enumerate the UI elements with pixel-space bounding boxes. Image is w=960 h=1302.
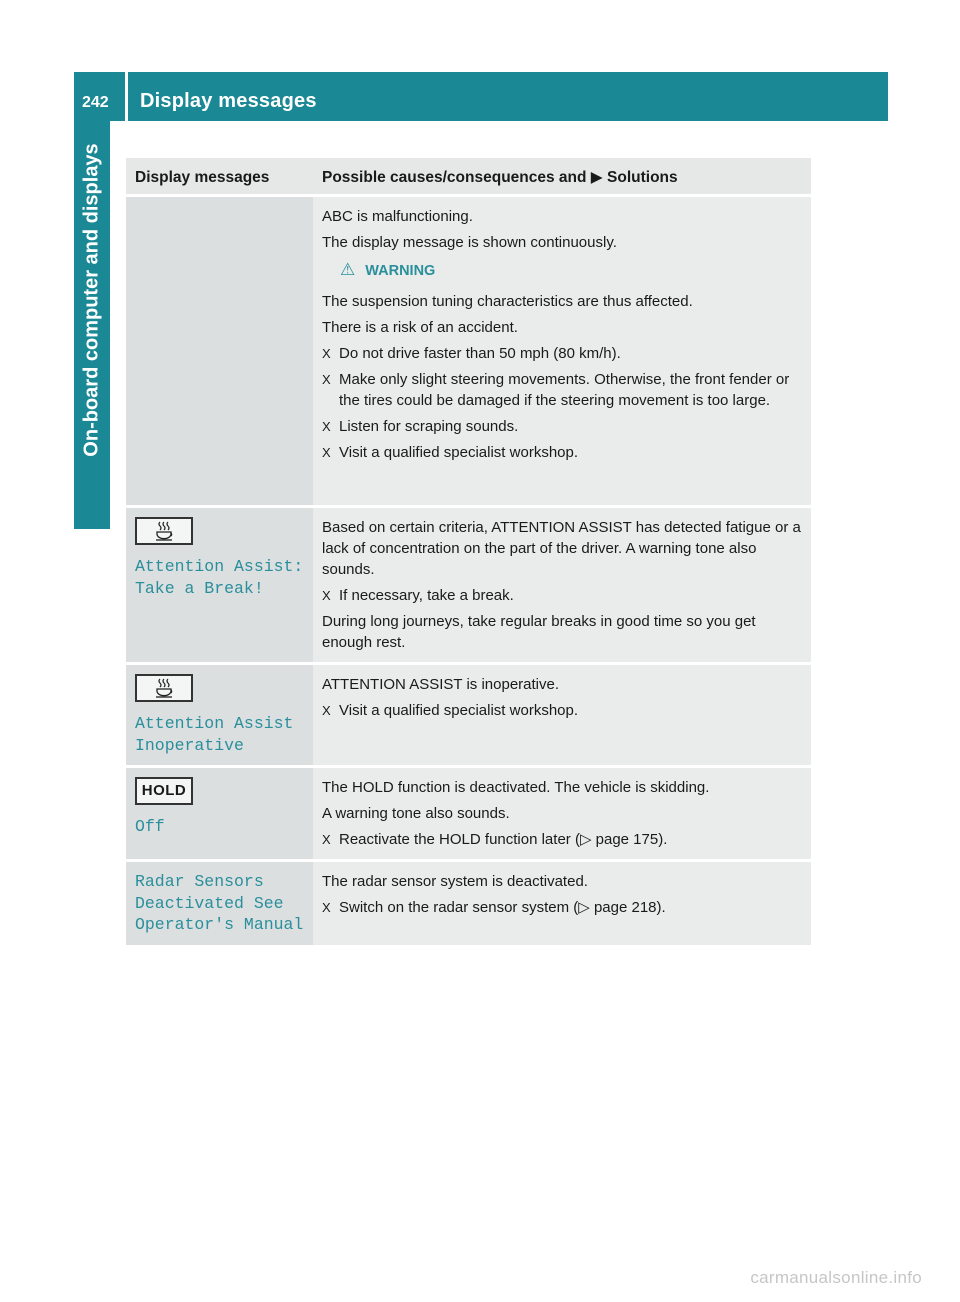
solution-step xyxy=(322,416,803,437)
cause-text: The radar sensor system is deactivated. xyxy=(322,873,588,890)
step-text: Make only slight steering movements. Otherwise, the front fender or the tires could be damaged if the steering movement is too large. xyxy=(339,371,790,409)
hold-icon: HOLD xyxy=(135,777,193,805)
cause-text: During long journeys, take regular breaks in good time so you get enough rest. xyxy=(322,613,756,651)
coffee-cup-icon xyxy=(135,674,193,702)
display-message-line: Take a Break! xyxy=(135,578,264,598)
display-messages-table xyxy=(126,155,811,948)
display-message-line: Deactivated See xyxy=(135,893,284,913)
table-row xyxy=(126,197,811,505)
column-header-suffix: Solutions xyxy=(602,168,678,186)
message-cell xyxy=(126,508,313,662)
table-row xyxy=(126,768,811,859)
step-text: If necessary, take a break. xyxy=(339,587,514,604)
step-text: Switch on the radar sensor system (▷ page 218). xyxy=(339,899,666,916)
cause-text: A warning tone also sounds. xyxy=(322,805,510,822)
page-title: Display messages xyxy=(140,90,317,112)
column-header-prefix: Possible causes/consequences and xyxy=(322,168,591,186)
warning-text: The suspension tuning characteristics are thus affected. xyxy=(322,293,693,310)
table-header-row xyxy=(126,158,811,194)
warning-text: There is a risk of an accident. xyxy=(322,319,518,336)
solution-step xyxy=(322,829,803,850)
step-arrow-icon: X xyxy=(322,419,331,434)
message-cell xyxy=(126,768,313,859)
section-side-label: On-board computer and displays xyxy=(80,143,103,457)
display-message-line: Inoperative xyxy=(135,735,244,755)
step-text: Visit a qualified specialist workshop. xyxy=(339,702,579,719)
message-cell xyxy=(126,862,313,945)
table-row xyxy=(126,665,811,765)
solution-cell xyxy=(313,197,811,505)
step-arrow-icon: X xyxy=(322,445,331,460)
page-number: 242 xyxy=(82,94,109,111)
step-text: Reactivate the HOLD function later (▷ page 175). xyxy=(339,831,668,848)
step-arrow-icon: X xyxy=(322,372,331,387)
step-arrow-icon: X xyxy=(322,346,331,361)
display-message-line: Operator's Manual xyxy=(135,915,304,934)
message-cell xyxy=(126,665,313,765)
play-arrow-icon: ▶ xyxy=(590,168,603,186)
solution-step xyxy=(322,585,803,606)
solution-step xyxy=(322,700,803,721)
column-header-solutions xyxy=(313,158,811,194)
cause-text: ATTENTION ASSIST is inoperative. xyxy=(322,676,560,693)
solution-cell xyxy=(313,768,811,859)
solution-cell xyxy=(313,508,811,662)
step-text: Listen for scraping sounds. xyxy=(339,418,519,435)
cause-text: ABC is malfunctioning. xyxy=(322,208,473,225)
table-row xyxy=(126,508,811,662)
warning-heading xyxy=(322,259,803,282)
solution-step xyxy=(322,369,803,411)
step-arrow-icon: X xyxy=(322,900,331,915)
display-message-line: Attention Assist: xyxy=(135,557,304,576)
table-row xyxy=(126,862,811,945)
display-message-line: Attention Assist xyxy=(135,714,294,733)
solution-cell xyxy=(313,665,811,765)
display-message-line: Off xyxy=(135,817,165,836)
solution-step xyxy=(322,343,803,364)
cause-text: Based on certain criteria, ATTENTION ASSIST has detected fatigue or a lack of concentration on the part of the driver. A warning tone also sounds. xyxy=(322,519,801,578)
solution-cell xyxy=(313,862,811,945)
watermark: carmanualsonline.info xyxy=(750,1268,922,1287)
message-cell-empty xyxy=(126,197,313,505)
step-arrow-icon: X xyxy=(322,588,331,603)
warning-label: WARNING xyxy=(365,263,436,279)
step-arrow-icon: X xyxy=(322,832,331,847)
cause-text: The HOLD function is deactivated. The vehicle is skidding. xyxy=(322,779,710,796)
cause-text: The display message is shown continuously. xyxy=(322,234,617,251)
step-text: Do not drive faster than 50 mph (80 km/h). xyxy=(339,345,621,362)
step-arrow-icon: X xyxy=(322,703,331,718)
solution-step xyxy=(322,897,803,918)
warning-triangle-icon: ⚠ xyxy=(340,260,356,279)
column-header-messages: Display messages xyxy=(126,158,313,194)
display-message-line: Radar Sensors xyxy=(135,872,264,891)
step-text: Visit a qualified specialist workshop. xyxy=(339,444,579,461)
solution-step xyxy=(322,442,803,463)
coffee-cup-icon xyxy=(135,517,193,545)
